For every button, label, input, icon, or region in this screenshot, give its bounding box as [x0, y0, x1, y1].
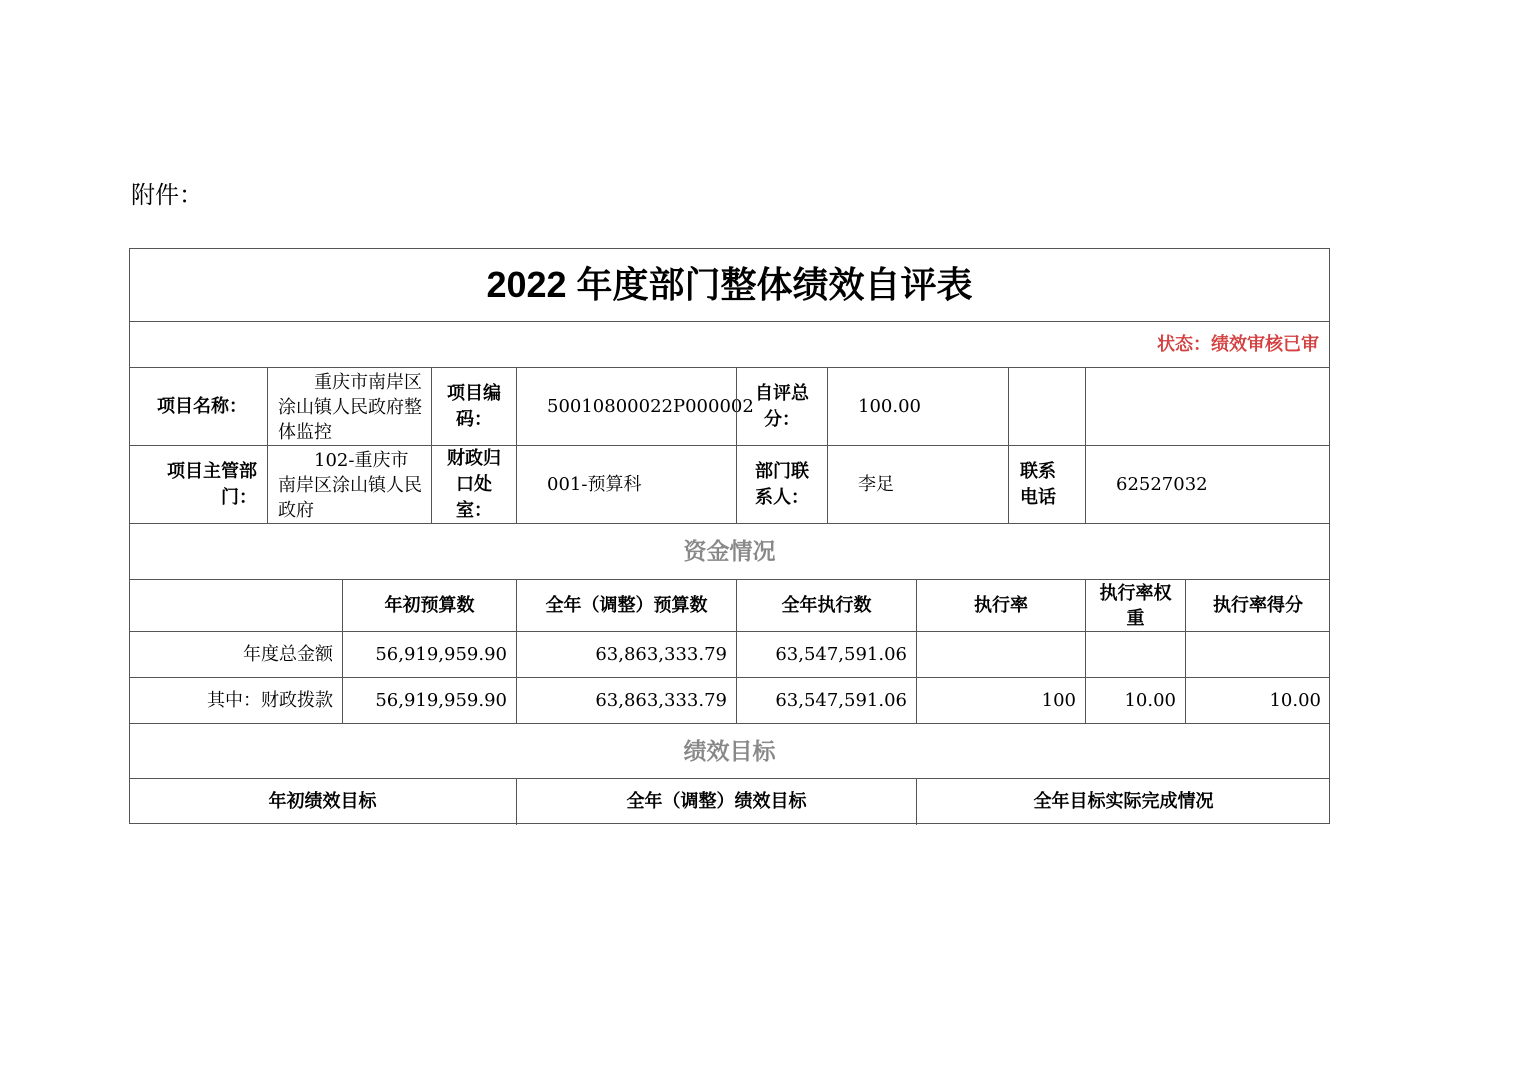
title-row [129, 248, 1330, 321]
funds-cell: 10.00 [1185, 678, 1330, 724]
funds-cell: 其中：财政拨款 [207, 690, 333, 711]
funds-header-cell: 执行率权重 [1085, 580, 1185, 632]
goals-section-row [129, 723, 1330, 779]
attachment-label: 附件： [131, 181, 203, 209]
funds-header-row [129, 579, 1330, 632]
funds-header-cell: 执行率 [916, 580, 1085, 632]
funds-cell: 56,919,959.90 [342, 632, 516, 678]
dept-text: 102-重庆市南岸区涂山镇人民政府 [278, 449, 422, 521]
contact-value: 李足 [827, 446, 1008, 524]
goals-section-title: 绩效目标 [683, 738, 776, 765]
score-label: 自评总分： [736, 368, 827, 446]
finance-value: 001-预算科 [516, 446, 736, 524]
funds-header-cell: 全年（调整）预算数 [516, 580, 736, 632]
funds-row [129, 631, 1330, 678]
goals-header-cell: 全年（调整）绩效目标 [516, 779, 916, 825]
funds-cell: 年度总金额 [243, 644, 333, 665]
status-text: 状态：绩效审核已审 [1157, 334, 1319, 355]
funds-header-cell: 执行率得分 [1185, 580, 1330, 632]
goals-header-row [129, 778, 1330, 825]
funds-cell: 63,547,591.06 [736, 632, 916, 678]
dept-value [267, 446, 431, 524]
funds-section-title: 资金情况 [683, 539, 776, 565]
project-code-value: 50010800022P000002 [516, 368, 736, 446]
status-row [129, 321, 1330, 368]
funds-cell: 10.00 [1085, 678, 1185, 724]
funds-row [129, 677, 1330, 724]
funds-cell [1185, 632, 1330, 678]
goals-header-cell: 全年目标实际完成情况 [916, 779, 1330, 825]
funds-cell: 63,863,333.79 [516, 678, 736, 724]
goals-header-cell: 年初绩效目标 [268, 791, 377, 812]
project-name-value [267, 368, 431, 446]
phone-label: 联系电话 [1008, 446, 1085, 524]
funds-header-cell: 全年执行数 [736, 580, 916, 632]
project-name-text: 重庆市南岸区涂山镇人民政府整体监控 [278, 371, 422, 443]
empty-cell [1008, 368, 1085, 446]
funds-section-row [129, 523, 1330, 580]
finance-label: 财政归口处室： [431, 446, 516, 524]
contact-label: 部门联系人： [736, 446, 827, 524]
project-code-label: 项目编码： [431, 368, 516, 446]
project-row-1 [129, 367, 1330, 446]
form-title: 2022 年度部门整体绩效自评表 [486, 263, 973, 305]
funds-cell: 56,919,959.90 [342, 678, 516, 724]
funds-header-cell [129, 580, 342, 632]
funds-header-cell: 年初预算数 [342, 580, 516, 632]
funds-cell [1085, 632, 1185, 678]
score-value: 100.00 [827, 368, 1008, 446]
funds-cell: 63,547,591.06 [736, 678, 916, 724]
project-name-label: 项目名称： [157, 396, 247, 417]
phone-value: 62527032 [1085, 446, 1330, 524]
funds-cell [916, 632, 1085, 678]
project-row-2 [129, 445, 1330, 524]
empty-cell [1085, 368, 1330, 446]
funds-cell: 63,863,333.79 [516, 632, 736, 678]
dept-label: 项目主管部门： [167, 461, 257, 508]
funds-cell: 100 [916, 678, 1085, 724]
